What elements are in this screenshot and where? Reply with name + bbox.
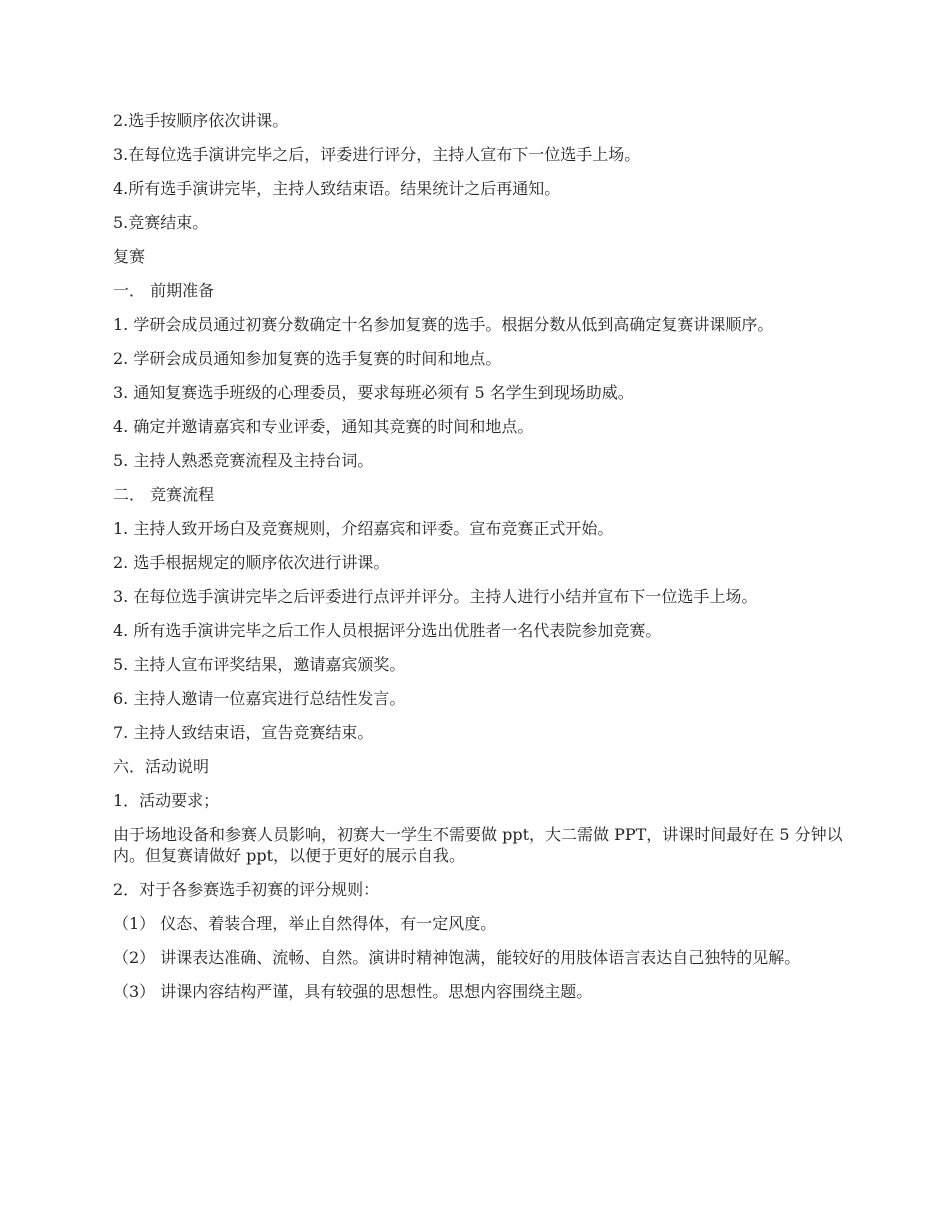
paragraph-process-6: 6. 主持人邀请一位嘉宾进行总结性发言。 <box>113 689 406 708</box>
subheading-competition-process: 二． 竞赛流程 <box>113 485 215 504</box>
section-heading-activity-notes: 六．活动说明 <box>113 757 210 776</box>
paragraph-prep-2: 2. 学研会成员通知参加复赛的选手复赛的时间和地点。 <box>113 349 502 368</box>
document-page <box>113 110 845 1015</box>
paragraph-prep-1: 1. 学研会成员通过初赛分数确定十名参加复赛的选手。根据分数从低到高确定复赛讲课顺序。 <box>113 315 774 334</box>
paragraph-process-5: 5. 主持人宣布评奖结果，邀请嘉宾颁奖。 <box>113 655 406 674</box>
paragraph-process-3: 3. 在每位选手演讲完毕之后评委进行点评并评分。主持人进行小结并宣布下一位选手上场。 <box>113 587 758 606</box>
section-heading-final-round: 复赛 <box>113 247 146 266</box>
subheading-activity-requirements: 1．活动要求； <box>113 791 220 810</box>
paragraph-step-5: 5.竞赛结束。 <box>113 213 209 232</box>
paragraph-requirements-body: 由于场地设备和参赛人员影响，初赛大一学生不需要做 ppt，大二需做 PPT，讲课时间最好在 5 分钟以内。但复赛请做好 ppt，以便于更好的展示自我。 <box>113 825 843 865</box>
paragraph-prep-3: 3. 通知复赛选手班级的心理委员，要求每班必须有 5 名学生到现场助威。 <box>113 383 634 402</box>
paragraph-prep-4: 4. 确定并邀请嘉宾和专业评委，通知其竞赛的时间和地点。 <box>113 417 534 436</box>
paragraph-process-2: 2. 选手根据规定的顺序依次进行讲课。 <box>113 553 390 572</box>
paragraph-rule-3: （3） 讲课内容结构严谨，具有较强的思想性。思想内容围绕主题。 <box>113 982 593 1001</box>
paragraph-process-1: 1. 主持人致开场白及竞赛规则，介绍嘉宾和评委。宣布竞赛正式开始。 <box>113 519 614 538</box>
paragraph-process-7: 7. 主持人致结束语，宣告竞赛结束。 <box>113 723 374 742</box>
paragraph-rule-2: （2） 讲课表达准确、流畅、自然。演讲时精神饱满，能较好的用肢体语言表达自己独特的见解。 <box>113 948 801 967</box>
paragraph-step-2: 2.选手按顺序依次讲课。 <box>113 111 289 130</box>
paragraph-rule-1: （1） 仪态、着装合理，举止自然得体，有一定风度。 <box>113 914 497 933</box>
paragraph-step-3: 3.在每位选手演讲完毕之后，评委进行评分，主持人宣布下一位选手上场。 <box>113 145 641 164</box>
subheading-preparation: 一． 前期准备 <box>113 281 215 300</box>
paragraph-prep-5: 5. 主持人熟悉竞赛流程及主持台词。 <box>113 451 374 470</box>
paragraph-process-4: 4. 所有选手演讲完毕之后工作人员根据评分选出优胜者一名代表院参加竞赛。 <box>113 621 662 640</box>
paragraph-step-4: 4.所有选手演讲完毕，主持人致结束语。结果统计之后再通知。 <box>113 179 561 198</box>
subheading-scoring-rules: 2．对于各参赛选手初赛的评分规则： <box>113 880 380 899</box>
